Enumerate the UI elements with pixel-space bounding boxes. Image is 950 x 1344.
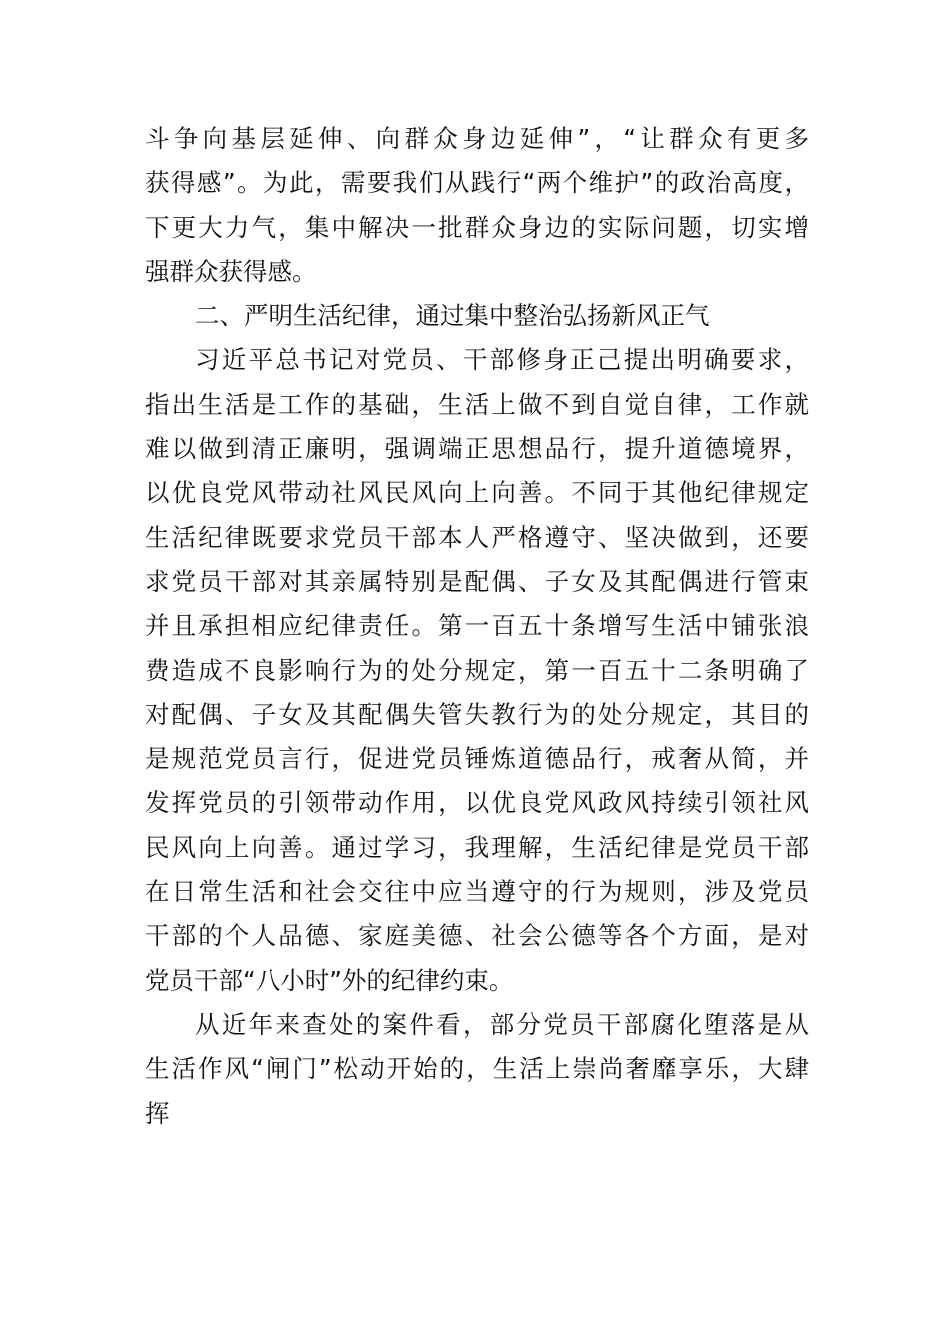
text-line: 挥 <box>145 1098 170 1128</box>
section-heading <box>145 294 809 338</box>
text-line: 干部的个人品德、家庭美德、社会公德等各个方面，是对 <box>145 921 809 951</box>
text-line: 在日常生活和社会交往中应当遵守的行为规则，涉及党员 <box>145 877 809 907</box>
text-line: 习近平总书记对党员、干部修身正己提出明确要求， <box>195 345 809 375</box>
text-line: 以优良党风带动社风民风向上向善。不同于其他纪律规定 <box>145 478 809 508</box>
text-line: 从近年来查处的案件看，部分党员干部腐化堕落是从 <box>195 1009 809 1039</box>
text-line: 求党员干部对其亲属特别是配偶、子女及其配偶进行管束 <box>145 566 809 596</box>
text-line: 并且承担相应纪律责任。第一百五十条增写生活中铺张浪 <box>145 611 809 641</box>
text-line: 民风向上向善。通过学习，我理解，生活纪律是党员干部 <box>145 832 809 862</box>
text-line: 难以做到清正廉明，强调端正思想品行，提升道德境界， <box>145 434 809 464</box>
text-line: 党员干部“八小时”外的纪律约束。 <box>145 965 514 995</box>
text-line: 对配偶、子女及其配偶失管失教行为的处分规定，其目的 <box>145 699 809 729</box>
text-line: 生活纪律既要求党员干部本人严格遵守、坚决做到，还要 <box>145 522 809 552</box>
heading-line: 二、严明生活纪律，通过集中整治弘扬新风正气 <box>195 301 710 331</box>
text-line: 生活作风“闸门”松动开始的，生活上崇尚奢靡享乐，大肆 <box>145 1054 809 1084</box>
text-line: 费造成不良影响行为的处分规定，第一百五十二条明确了 <box>145 655 809 685</box>
document-body <box>145 117 809 1136</box>
text-line: 发挥党员的引领带动作用，以优良党风政风持续引领社风 <box>145 788 809 818</box>
text-line: 是规范党员言行，促进党员锤炼道德品行，戒奢从简，并 <box>145 744 809 774</box>
text-line: 强群众获得感。 <box>145 256 317 286</box>
text-line: 下更大力气，集中解决一批群众身边的实际问题，切实增 <box>145 212 809 242</box>
text-line: 斗争向基层延伸、向群众身边延伸”，“让群众有更多 <box>145 124 809 153</box>
paragraph <box>145 1003 809 1136</box>
paragraph <box>145 117 809 294</box>
paragraph <box>145 338 809 1002</box>
text-line: 获得感”。为此，需要我们从践行“两个维护”的政治高度， <box>145 168 809 198</box>
text-line: 指出生活是工作的基础，生活上做不到自觉自律，工作就 <box>145 389 809 419</box>
